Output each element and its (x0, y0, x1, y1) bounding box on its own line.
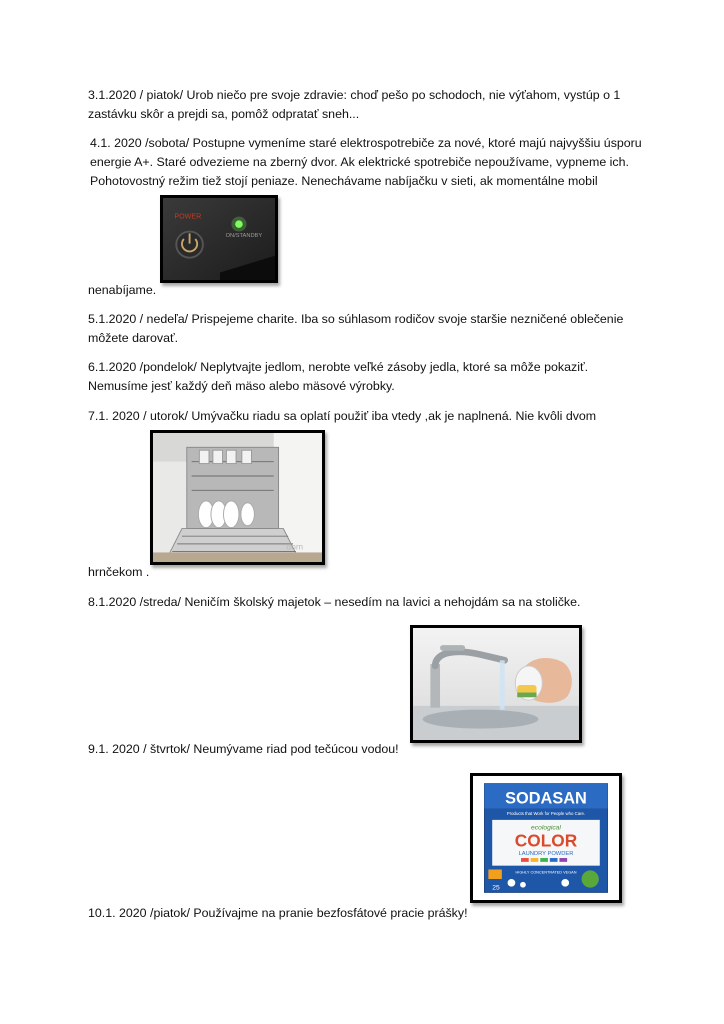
detergent-product-sub: LAUNDRY POWDER (518, 851, 574, 858)
entry-jan-5: 5.1.2020 / nedeľa/ Prispejeme charite. Iba so súhlasom rodičov svoje staršie nezničené oblečenie môžete darovať. (88, 312, 624, 345)
dishwasher-watermark: dom (286, 541, 304, 552)
detergent-product: COLOR (514, 830, 578, 851)
entry-jan-7: 7.1. 2020 / utorok/ Umývačku riadu sa oplatí použiť iba vtedy ,ak je naplnená. Nie kvôli dvom (88, 409, 597, 423)
power-button-photo (160, 195, 278, 283)
detergent-concentrate-note: HIGHLY CONCENTRATED VEGAN (515, 870, 577, 875)
entry-jan-4: 4.1. 2020 /sobota/ Postupne vymeníme staré elektrospotrebiče za nové, ktoré majú najvyššiu úsporu energie A+. Staré odvezieme na zberný dvor. Ak elektrické spotrebiče nepoužívame, vypneme ich. Pohotovostný režim tiež stojí peniaze. Nenechávame nabíjačku v sieti, ak momentálne mobil (90, 136, 642, 188)
detergent-eco-label: ecological (531, 824, 561, 832)
entry-jan-9: 9.1. 2020 / štvrtok/ Neumývame riad pod tečúcou vodou! (88, 742, 399, 756)
entry-jan-3: 3.1.2020 / piatok/ Urob niečo pre svoje zdravie: choď pešo po schodoch, nie výťahom, vystúp o 1 zastávku skôr a prejdi sa, pomôž odpratať sneh... (88, 88, 621, 121)
entry-jan-8: 8.1.2020 /streda/ Neničím školský majetok – nesedím na lavici a nehojdám sa na stoličke. (88, 595, 581, 609)
entry-jan-7-continuation: hrnčekom . (88, 565, 150, 579)
dishwasher-photo (150, 430, 325, 565)
power-label: POWER (174, 213, 202, 221)
faucet-photo (410, 625, 582, 743)
eco-badge-icon (582, 870, 599, 887)
standby-label: ON/STANDBY (225, 233, 263, 240)
detergent-count: 25 (492, 884, 500, 892)
entry-jan-10: 10.1. 2020 /piatok/ Používajme na pranie bezfosfátové pracie prášky! (88, 906, 468, 920)
detergent-photo (470, 773, 622, 903)
detergent-tagline: Products that Work for People who Care. (506, 811, 586, 817)
detergent-brand: SODASAN (505, 789, 587, 808)
entry-jan-6: 6.1.2020 /pondelok/ Neplytvajte jedlom, nerobte veľké zásoby jedla, ktoré sa môže pokaziť. Nemusíme jesť každý deň mäso alebo mäsové výrobky. (88, 360, 589, 393)
entry-jan-4-continuation: nenabíjame. (88, 283, 157, 297)
